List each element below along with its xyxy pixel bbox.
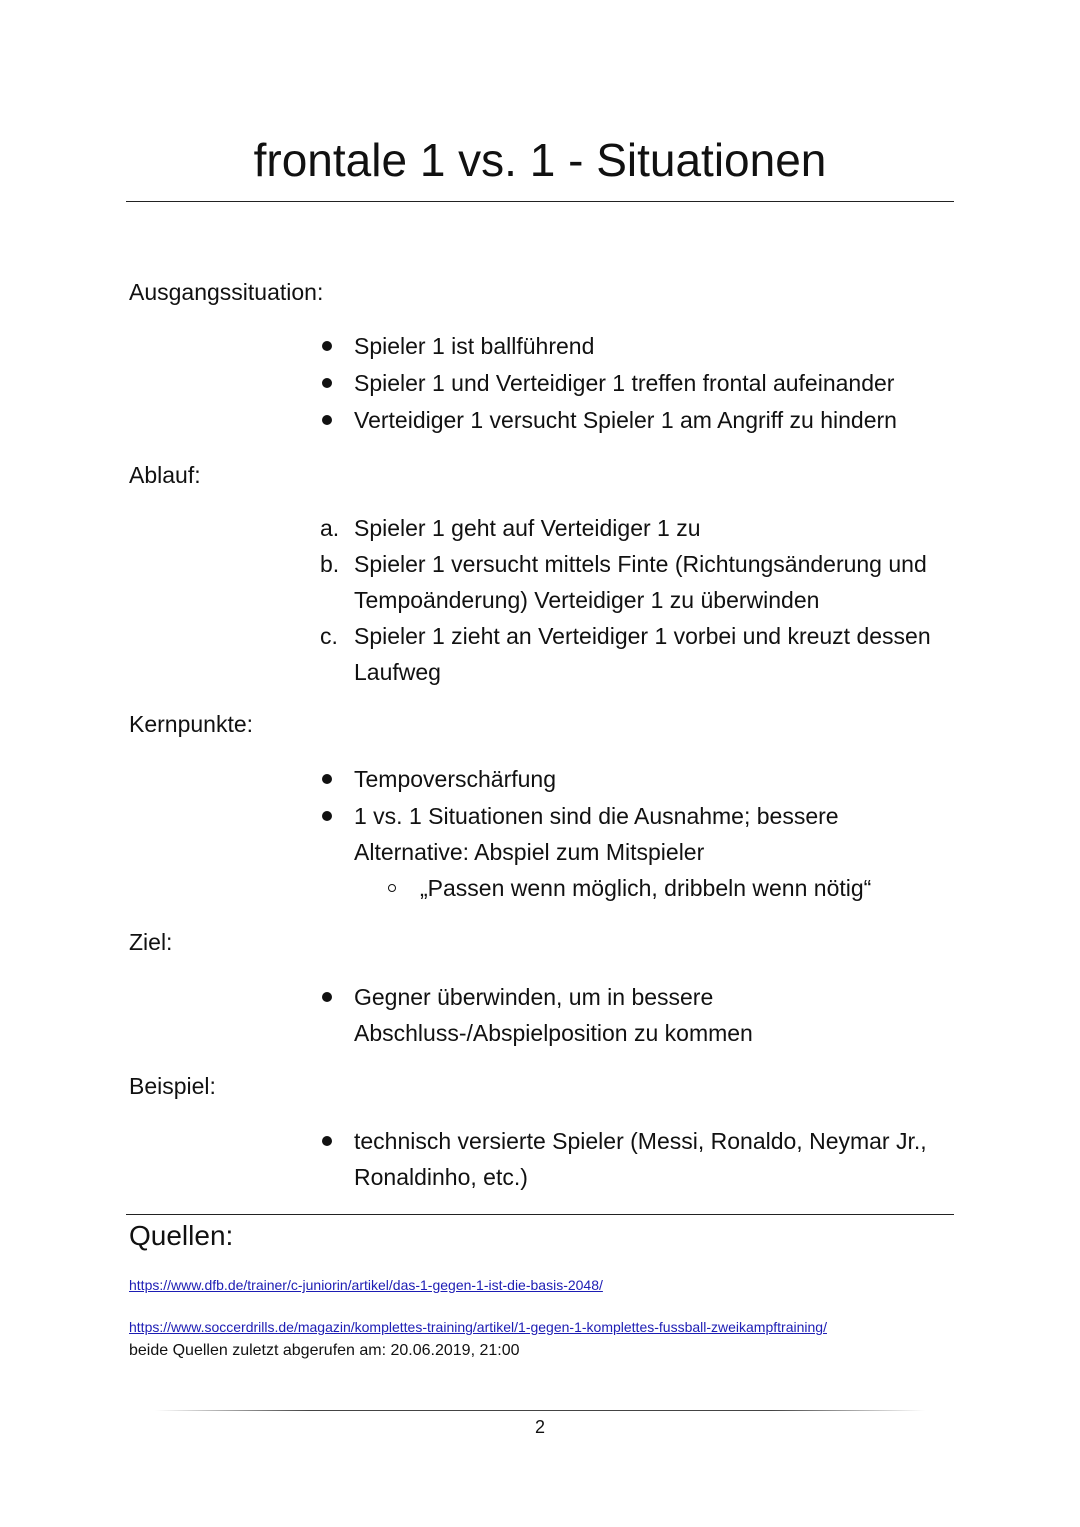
list-item <box>320 798 880 906</box>
sub-list-item-text: „Passen wenn möglich, dribbeln wenn nötig“ <box>420 875 872 901</box>
sources-access-note: beide Quellen zuletzt abgerufen am: 20.06.2019, 21:00 <box>129 1342 520 1359</box>
list-item <box>320 979 780 1051</box>
ablauf-list <box>320 510 960 690</box>
ausgangssituation-list <box>320 328 960 438</box>
bullet-icon <box>322 415 332 425</box>
bullet-icon <box>322 992 332 1002</box>
list-item-text: Spieler 1 und Verteidiger 1 treffen frontal aufeinander <box>354 370 895 396</box>
list-marker: a. <box>320 515 340 541</box>
bullet-icon <box>322 1136 332 1146</box>
list-item-text: Tempoverschärfung <box>354 766 556 792</box>
list-item <box>320 761 880 797</box>
section-label-kernpunkte: Kernpunkte: <box>129 711 254 737</box>
sources-heading: Quellen: <box>129 1220 234 1251</box>
ziel-list <box>320 979 780 1051</box>
list-item <box>320 365 960 401</box>
title-divider <box>126 201 954 202</box>
source-link-soccerdrills[interactable]: https://www.soccerdrills.de/magazin/komplettes-training/artikel/1-gegen-1-komplettes-fussball-zweikampftraining/ <box>129 1319 827 1335</box>
list-marker: b. <box>320 551 340 577</box>
footer-divider <box>155 1410 925 1411</box>
list-item-text: Spieler 1 zieht an Verteidiger 1 vorbei und kreuzt dessen Laufweg <box>354 623 931 685</box>
list-item-text: 1 vs. 1 Situationen sind die Ausnahme; bessere Alternative: Abspiel zum Mitspieler <box>354 803 839 865</box>
list-item-text: Verteidiger 1 versucht Spieler 1 am Angriff zu hindern <box>354 407 897 433</box>
list-item <box>320 618 960 690</box>
section-label-ausgangssituation: Ausgangssituation: <box>129 279 324 305</box>
list-item-text: technisch versierte Spieler (Messi, Ronaldo, Neymar Jr., Ronaldinho, etc.) <box>354 1128 927 1190</box>
circle-bullet-icon <box>388 884 396 892</box>
list-item <box>320 328 960 364</box>
list-item <box>320 402 960 438</box>
bullet-icon <box>322 774 332 784</box>
bullet-icon <box>322 811 332 821</box>
bullet-icon <box>322 341 332 351</box>
list-item <box>320 510 960 546</box>
kernpunkte-list <box>320 761 880 906</box>
list-item-text: Spieler 1 geht auf Verteidiger 1 zu <box>354 515 701 541</box>
list-item-text: Spieler 1 versucht mittels Finte (Richtungsänderung und Tempoänderung) Verteidiger 1 zu überwinden <box>354 551 927 613</box>
sub-list-item <box>386 870 880 906</box>
beispiel-list <box>320 1123 950 1195</box>
section-label-ablauf: Ablauf: <box>129 462 201 488</box>
list-marker: c. <box>320 623 338 649</box>
bullet-icon <box>322 378 332 388</box>
list-item-text: Gegner überwinden, um in bessere Abschluss-/Abspielposition zu kommen <box>354 984 753 1046</box>
list-item <box>320 1123 950 1195</box>
sources-divider <box>126 1214 954 1215</box>
page-title: frontale 1 vs. 1 - Situationen <box>253 134 827 186</box>
list-item-text: Spieler 1 ist ballführend <box>354 333 595 359</box>
section-label-ziel: Ziel: <box>129 929 173 955</box>
page-number: 2 <box>534 1417 545 1437</box>
list-item <box>320 546 960 618</box>
section-label-beispiel: Beispiel: <box>129 1073 216 1099</box>
source-link-dfb[interactable]: https://www.dfb.de/trainer/c-juniorin/artikel/das-1-gegen-1-ist-die-basis-2048/ <box>129 1277 603 1293</box>
